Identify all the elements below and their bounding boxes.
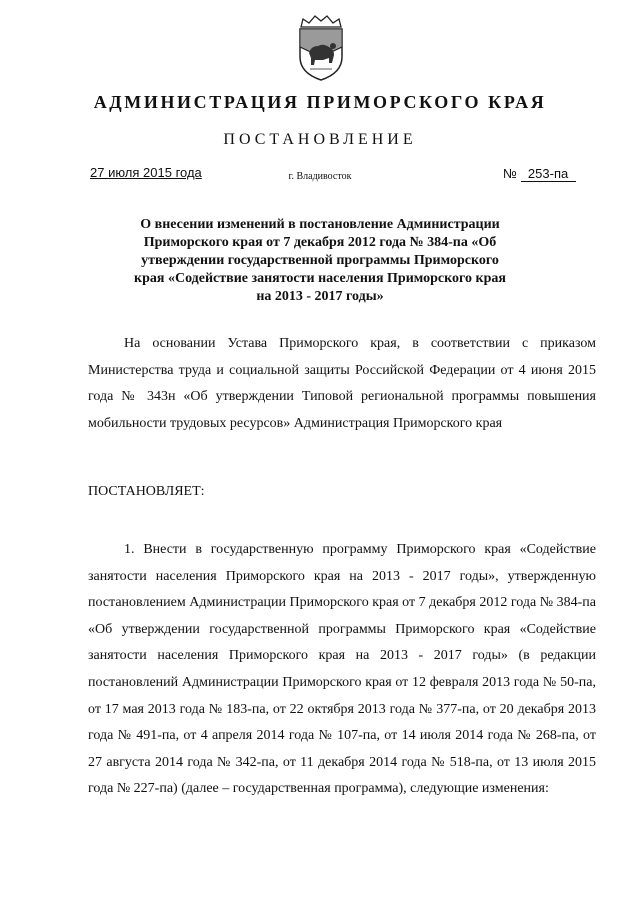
clause-paragraph: 1. Внести в государственную программу Приморского края «Содействие занятости населения Приморского края на 2013 - 2017 годы», утвержденную постановлением Администрации Приморского края от 7 декабря 2012 года № 384-па «Об утверждении государственной программы Приморского края «Содействие занятости населения Приморского края на 2013 - 2017 годы» (в редакции постановлений Администрации Приморского края от 12 февраля 2013 года № 50-па, от 17 мая 2013 года № 183-па, от 22 октября 2013 года № 377-па, от 20 декабря 2013 года № 491-па, от 4 апреля 2014 года № 107-па, от 14 июля 2014 года № 268-па, от 27 августа 2014 года № 342-па, от 11 декабря 2014 года № 518-па, от 13 июля 2015 года № 227-па) (далее – государственная программа), следующие изменения: (88, 542, 596, 797)
preamble-paragraph: На основании Устава Приморского края, в соответствии с приказом Министерства труда и социальной защиты Российской Федерации от 4 июня 2015 года № 343н «Об утверждении Типовой региональной программы повышения мобильности трудовых ресурсов» Администрация Приморского края (88, 336, 596, 431)
organization-name: АДМИНИСТРАЦИЯ ПРИМОРСКОГО КРАЯ (93, 92, 547, 112)
document-number: 253-па (521, 166, 576, 182)
document-number-field (503, 166, 576, 182)
document-type: ПОСТАНОВЛЕНИЕ (223, 131, 417, 148)
decree-heading: ПОСТАНОВЛЯЕТ: (88, 484, 205, 499)
document-city: г. Владивосток (288, 171, 352, 182)
document-title: О внесении изменений в постановление Администрации Приморского края от 7 декабря 2012 года № 384-па «Об утверждении государственной программы Приморского края «Содействие занятости населения Приморского края на 2013 - 2017 годы» (134, 217, 506, 304)
number-prefix: № (503, 166, 517, 181)
document-date: 27 июля 2015 года (90, 165, 202, 180)
coat-of-arms-icon (293, 13, 349, 83)
